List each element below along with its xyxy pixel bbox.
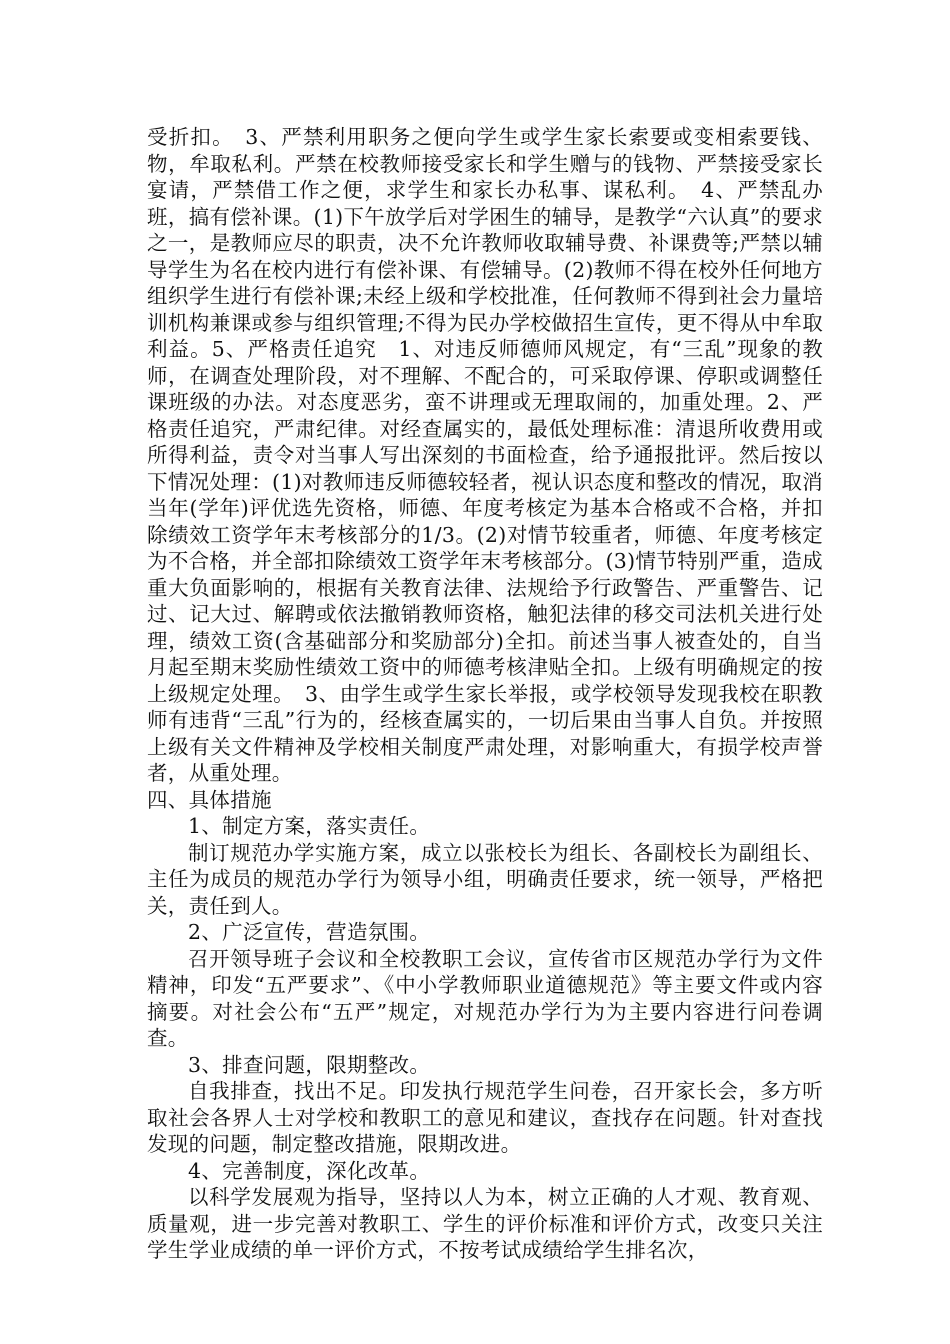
- measure-1-body: 制订规范办学实施方案，成立以张校长为组长、各副校长为副组长、主任为成员的规范办学行为领导小组，明确责任要求，统一领导，严格把关，责任到人。: [147, 840, 823, 918]
- measure-4-title: 4、完善制度，深化改革。: [188, 1158, 431, 1183]
- measure-2-body: 召开领导班子会议和全校教职工会议，宣传省市区规范办学行为文件精神，印发“五严要求”、《中小学教师职业道德规范》等主要文件或内容摘要。对社会公布“五严”规定，对规范办学行为为主要内容进行问卷调查。: [147, 946, 823, 1050]
- section-heading: 四、具体措施: [147, 787, 272, 812]
- measure-3-title: 3、排查问题，限期整改。: [188, 1052, 431, 1077]
- measure-1-title: 1、制定方案，落实责任。: [188, 814, 431, 838]
- measure-2-title: 2、广泛宣传，营造氛围。: [188, 920, 431, 944]
- document-body: [147, 124, 823, 1264]
- measure-3-body: 自我排查，找出不足。印发执行规范学生问卷，召开家长会，多方听取社会各界人士对学校和教职工的意见和建议，查找存在问题。针对查找发现的问题，制定整改措施，限期改进。: [147, 1079, 823, 1156]
- measure-4-body: 以科学发展观为指导，坚持以人为本，树立正确的人才观、教育观、质量观，进一步完善对教职工、学生的评价标准和评价方式，改变只关注学生学业成绩的单一评价方式，不按考试成绩给学生排名次，: [147, 1185, 823, 1262]
- main-paragraph: 受折扣。 3、严禁利用职务之便向学生或学生家长索要或变相索要钱、物，牟取私利。严禁在校教师接受家长和学生赠与的钱物、严禁接受家长宴请，严禁借工作之便，求学生和家长办私事、谋私利。 4、严禁乱办班，搞有偿补课。(1)下午放学后对学困生的辅导，是教学“六认真”的要求之一，是教师应尽的职责，决不允许教师收取辅导费、补课费等;严禁以辅导学生为名在校内进行有偿补课、有偿辅导。(2)教师不得在校外任何地方组织学生进行有偿补课;未经上级和学校批准，任何教师不得到社会力量培训机构兼课或参与组织管理;不得为民办学校做招生宣传，更不得从中牟取利益。5、严格责任追究 1、对违反师德师风规定，有“三乱”现象的教师，在调查处理阶段，对不理解、不配合的，可采取停课、停职或调整任课班级的办法。对态度恶劣，蛮不讲理或无理取闹的，加重处理。2、严格责任追究，严肃纪律。对经查属实的，最低处理标准：清退所收费用或所得利益，责令对当事人写出深刻的书面检查，给予通报批评。然后按以下情况处理：(1)对教师违反师德较轻者，视认识态度和整改的情况，取消当年(学年)评优选先资格，师德、年度考核定为基本合格或不合格，并扣除绩效工资学年末考核部分的1/3。(2)对情节较重者，师德、年度考核定为不合格，并全部扣除绩效工资学年末考核部分。(3)情节特别严重，造成重大负面影响的，根据有关教育法律、法规给予行政警告、严重警告、记过、记大过、解聘或依法撤销教师资格，触犯法律的移交司法机关进行处理，绩效工资(含基础部分和奖励部分)全扣。前述当事人被查处的，自当月起至期末奖励性绩效工资中的师德考核津贴全扣。上级有明确规定的按上级规定处理。 3、由学生或学生家长举报，或学校领导发现我校在职教师有违背“三乱”行为的，经核查属实的，一切后果由当事人自负。并按照上级有关文件精神及学校相关制度严肃处理，对影响重大，有损学校声誉者，从重处理。: [147, 125, 823, 785]
